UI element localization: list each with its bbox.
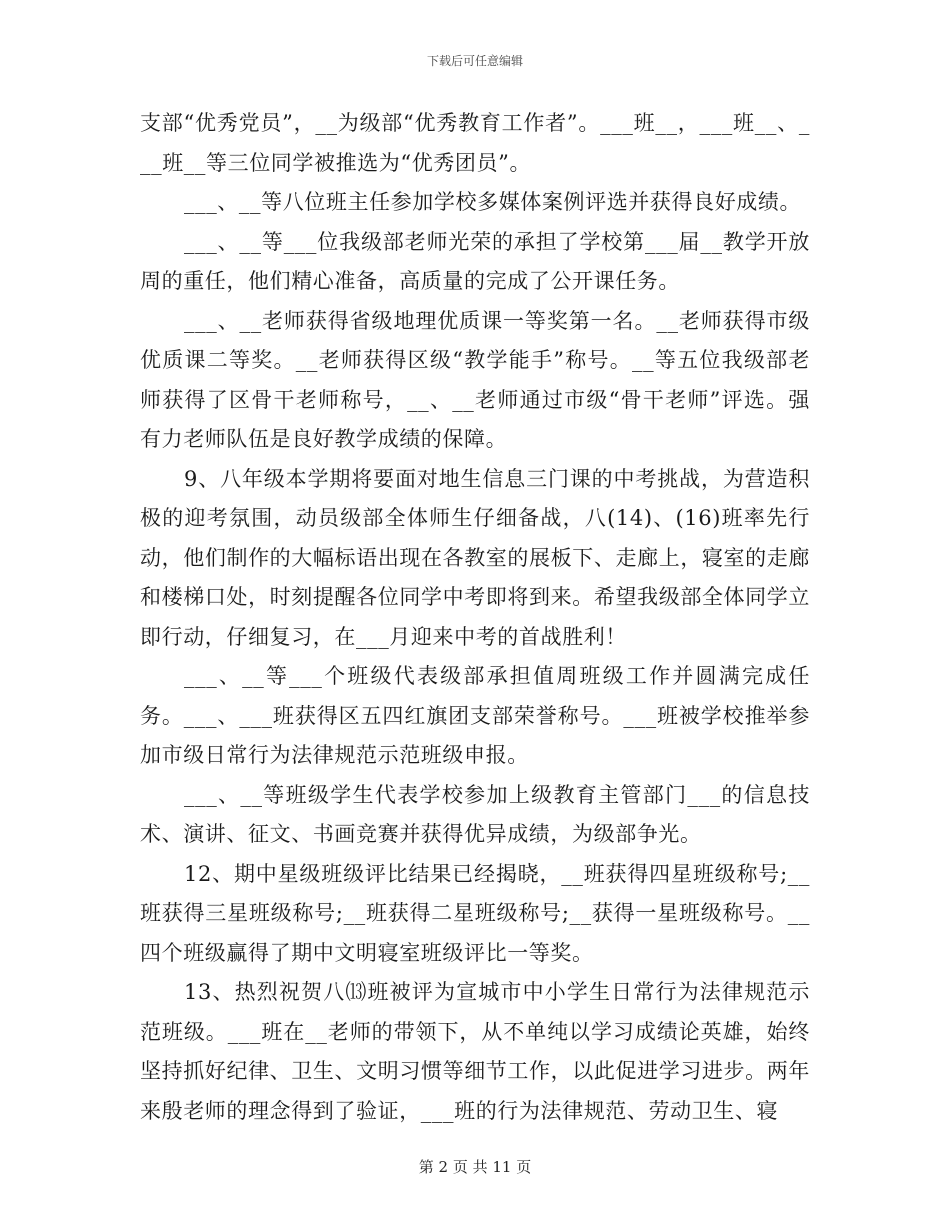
page-header: 下载后可任意编辑 [426,54,523,68]
paragraph: ___、__等___位我级部老师光荣的承担了学校第___届__教学开放周的重任，他们精心准备，高质量的完成了公开课任务。 [140,229,810,293]
paragraph: 12、期中星级班级评比结果已经揭晓，__班获得四星班级称号;__班获得三星班级称号;__班获得二星班级称号;__获得一星班级称号。__四个班级赢得了期中文明寝室班级评比一等奖。 [140,861,810,965]
paragraph: 支部“优秀党员”，__为级部“优秀教育工作者”。___班__，___班__、___班__等三位同学被推选为“优秀团员”。 [140,111,810,175]
paragraph: 13、热烈祝贺八⒀班被评为宣城市中小学生日常行为法律规范示范班级。___班在__老师的带领下，从不单纯以学习成绩论英雄，始终坚持抓好纪律、卫生、文明习惯等细节工作，以此促进学习进步。两年来殷老师的理念得到了验证，___班的行为法律规范、劳动卫生、寝 [140,980,810,1123]
paragraph: ___、__等___个班级代表级部承担值周班级工作并圆满完成任务。___、___班获得区五四红旗团支部荣誉称号。___班被学校推举参加市级日常行为法律规范示范班级申报。 [140,664,810,767]
document-body [140,104,810,1131]
paragraph: 9、八年级本学期将要面对地生信息三门课的中考挑战，为营造积极的迎考氛围，动员级部全体师生仔细备战，八(14)、(16)班率先行动，他们制作的大幅标语出现在各教室的展板下、走廊上，寝室的走廊和楼梯口处，时刻提醒各位同学中考即将到来。希望我级部全体同学立即行动，仔细复习，在___月迎来中考的首战胜利！ [140,466,810,649]
page-number-footer: 第 2 页 共 11 页 [418,1158,532,1176]
paragraph: ___、__等班级学生代表学校参加上级教育主管部门___的信息技术、演讲、征文、书画竞赛并获得优异成绩，为级部争光。 [140,782,810,846]
paragraph: ___、__老师获得省级地理优质课一等奖第一名。__老师获得市级优质课二等奖。__老师获得区级“教学能手”称号。__等五位我级部老师获得了区骨干老师称号，__、__老师通过市级“骨干老师”评选。强有力老师队伍是良好教学成绩的保障。 [140,308,810,451]
paragraph: ___、__等八位班主任参加学校多媒体案例评选并获得良好成绩。 [184,190,802,214]
